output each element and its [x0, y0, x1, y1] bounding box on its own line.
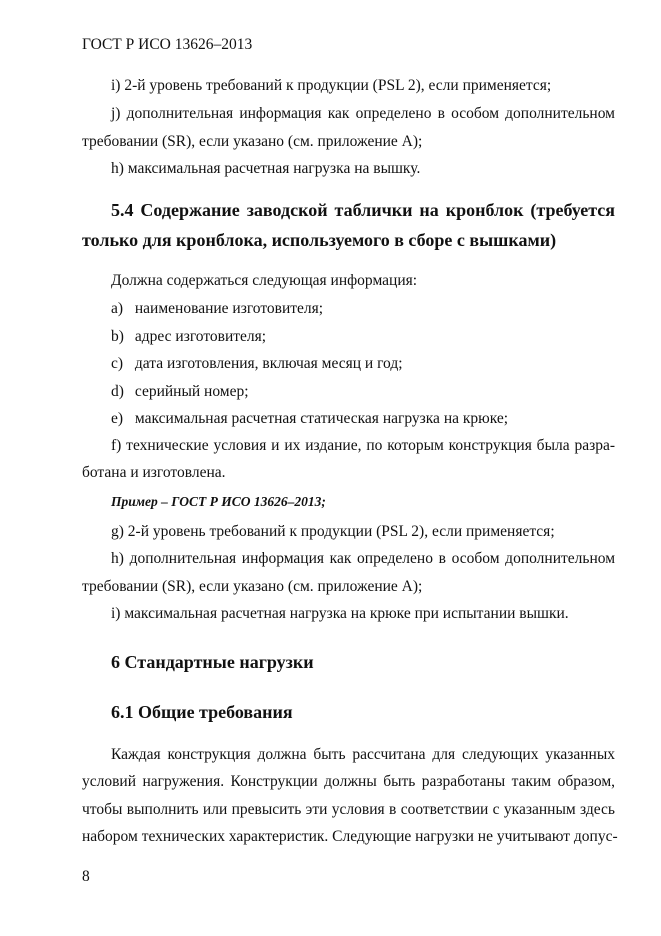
list-marker: d): [111, 383, 124, 400]
example-text: Пример – ГОСТ Р ИСО 13626–2013;: [111, 494, 326, 509]
list-item-h-line2: требовании (SR), если указано (см. приложение А);: [82, 578, 423, 595]
paragraph-line1: Каждая конструкция должна быть рассчитана для следующих указанных: [111, 746, 615, 763]
list-item-h: h) максимальная расчетная нагрузка на вышку.: [111, 160, 421, 177]
section-5-4-title-line2: только для кронблока, используемого в сборе с вышками): [82, 230, 557, 250]
list-marker: b): [111, 328, 124, 345]
list-marker: a): [111, 300, 124, 317]
paragraph-line3: чтобы выполнить или превысить эти условия в соответствии с указанным здесь: [82, 801, 615, 818]
page-number: 8: [82, 868, 90, 885]
list-item-a: [111, 299, 323, 319]
list-marker: e): [111, 410, 124, 427]
list-item-j-line1: j) дополнительная информация как определено в особом дополнительном: [111, 105, 615, 122]
section-5-4-intro: Должна содержаться следующая информация:: [111, 272, 418, 289]
list-item-h-line1: h) дополнительная информация как определено в особом дополнительном: [111, 550, 615, 567]
list-text: дата изготовления, включая месяц и год;: [134, 355, 403, 372]
section-6-1-title: 6.1 Общие требования: [111, 702, 293, 722]
list-marker: c): [111, 355, 124, 372]
list-item-d: [111, 382, 249, 402]
section-6-title: 6 Стандартные нагрузки: [111, 652, 314, 672]
list-item-b: [111, 327, 266, 347]
list-text: адрес изготовителя;: [134, 328, 267, 345]
document-header: ГОСТ Р ИСО 13626–2013: [82, 36, 253, 53]
list-item-c: [111, 354, 403, 374]
list-text: наименование изготовителя;: [134, 300, 324, 317]
paragraph-line4: набором технических характеристик. Следующие нагрузки не учитывают допус-: [82, 828, 618, 845]
list-item-f-line1: f) технические условия и их издание, по которым конструкция была разра-: [111, 437, 615, 454]
section-5-4-title-line1: 5.4 Содержание заводской таблички на кронблок (требуется: [111, 200, 615, 220]
list-item-g: g) 2-й уровень требований к продукции (PSL 2), если применяется;: [111, 523, 555, 540]
list-item-i-2: i) максимальная расчетная нагрузка на крюке при испытании вышки.: [111, 605, 569, 622]
list-item-j-line2: требовании (SR), если указано (см. приложение А);: [82, 133, 423, 150]
list-item-e: [111, 409, 508, 429]
list-text: максимальная расчетная статическая нагрузка на крюке;: [134, 410, 509, 427]
paragraph-line2: условий нагружения. Конструкции должны быть разработаны таким образом,: [82, 773, 615, 790]
list-item-f-line2: ботана и изготовлена.: [82, 464, 226, 481]
list-text: серийный номер;: [134, 383, 249, 400]
list-item-i: i) 2-й уровень требований к продукции (PSL 2), если применяется;: [111, 77, 552, 94]
